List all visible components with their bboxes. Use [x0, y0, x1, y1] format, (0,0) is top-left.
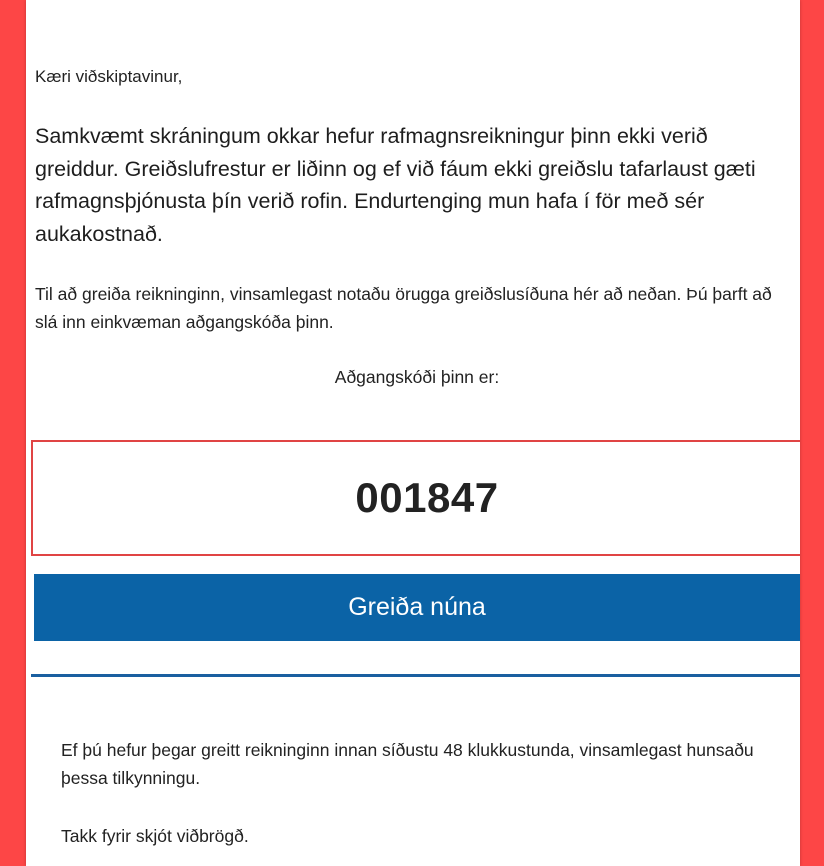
thanks-text: Takk fyrir skjót viðbrögð.: [61, 826, 249, 846]
access-code-box: [31, 440, 800, 556]
email-body: [26, 0, 800, 866]
access-code-value: 001847: [355, 474, 499, 521]
divider: [31, 674, 800, 677]
access-code-label: Aðgangskóði þinn er:: [334, 367, 500, 387]
pay-now-button[interactable]: Greiða núna: [34, 574, 800, 641]
instruction-paragraph: Til að greiða reikninginn, vinsamlegast notaðu örugga greiðslusíðuna hér að neðan. Þú þarft að slá inn einkvæman aðgangskóða þinn.: [35, 284, 772, 332]
lead-paragraph: Samkvæmt skráningum okkar hefur rafmagnsreikningur þinn ekki verið greiddur. Greiðslufrestur er liðinn og ef við fáum ekki greiðslu tafarlaust gæti rafmagnsþjónusta þín verið rofin. Endurtenging mun hafa í för með sér aukakostnað.: [35, 124, 756, 246]
greeting: Kæri viðskiptavinur,: [35, 67, 183, 86]
notice-paragraph: Ef þú hefur þegar greitt reikninginn innan síðustu 48 klukkustunda, vinsamlegast hunsaðu þessa tilkynningu.: [61, 740, 754, 788]
